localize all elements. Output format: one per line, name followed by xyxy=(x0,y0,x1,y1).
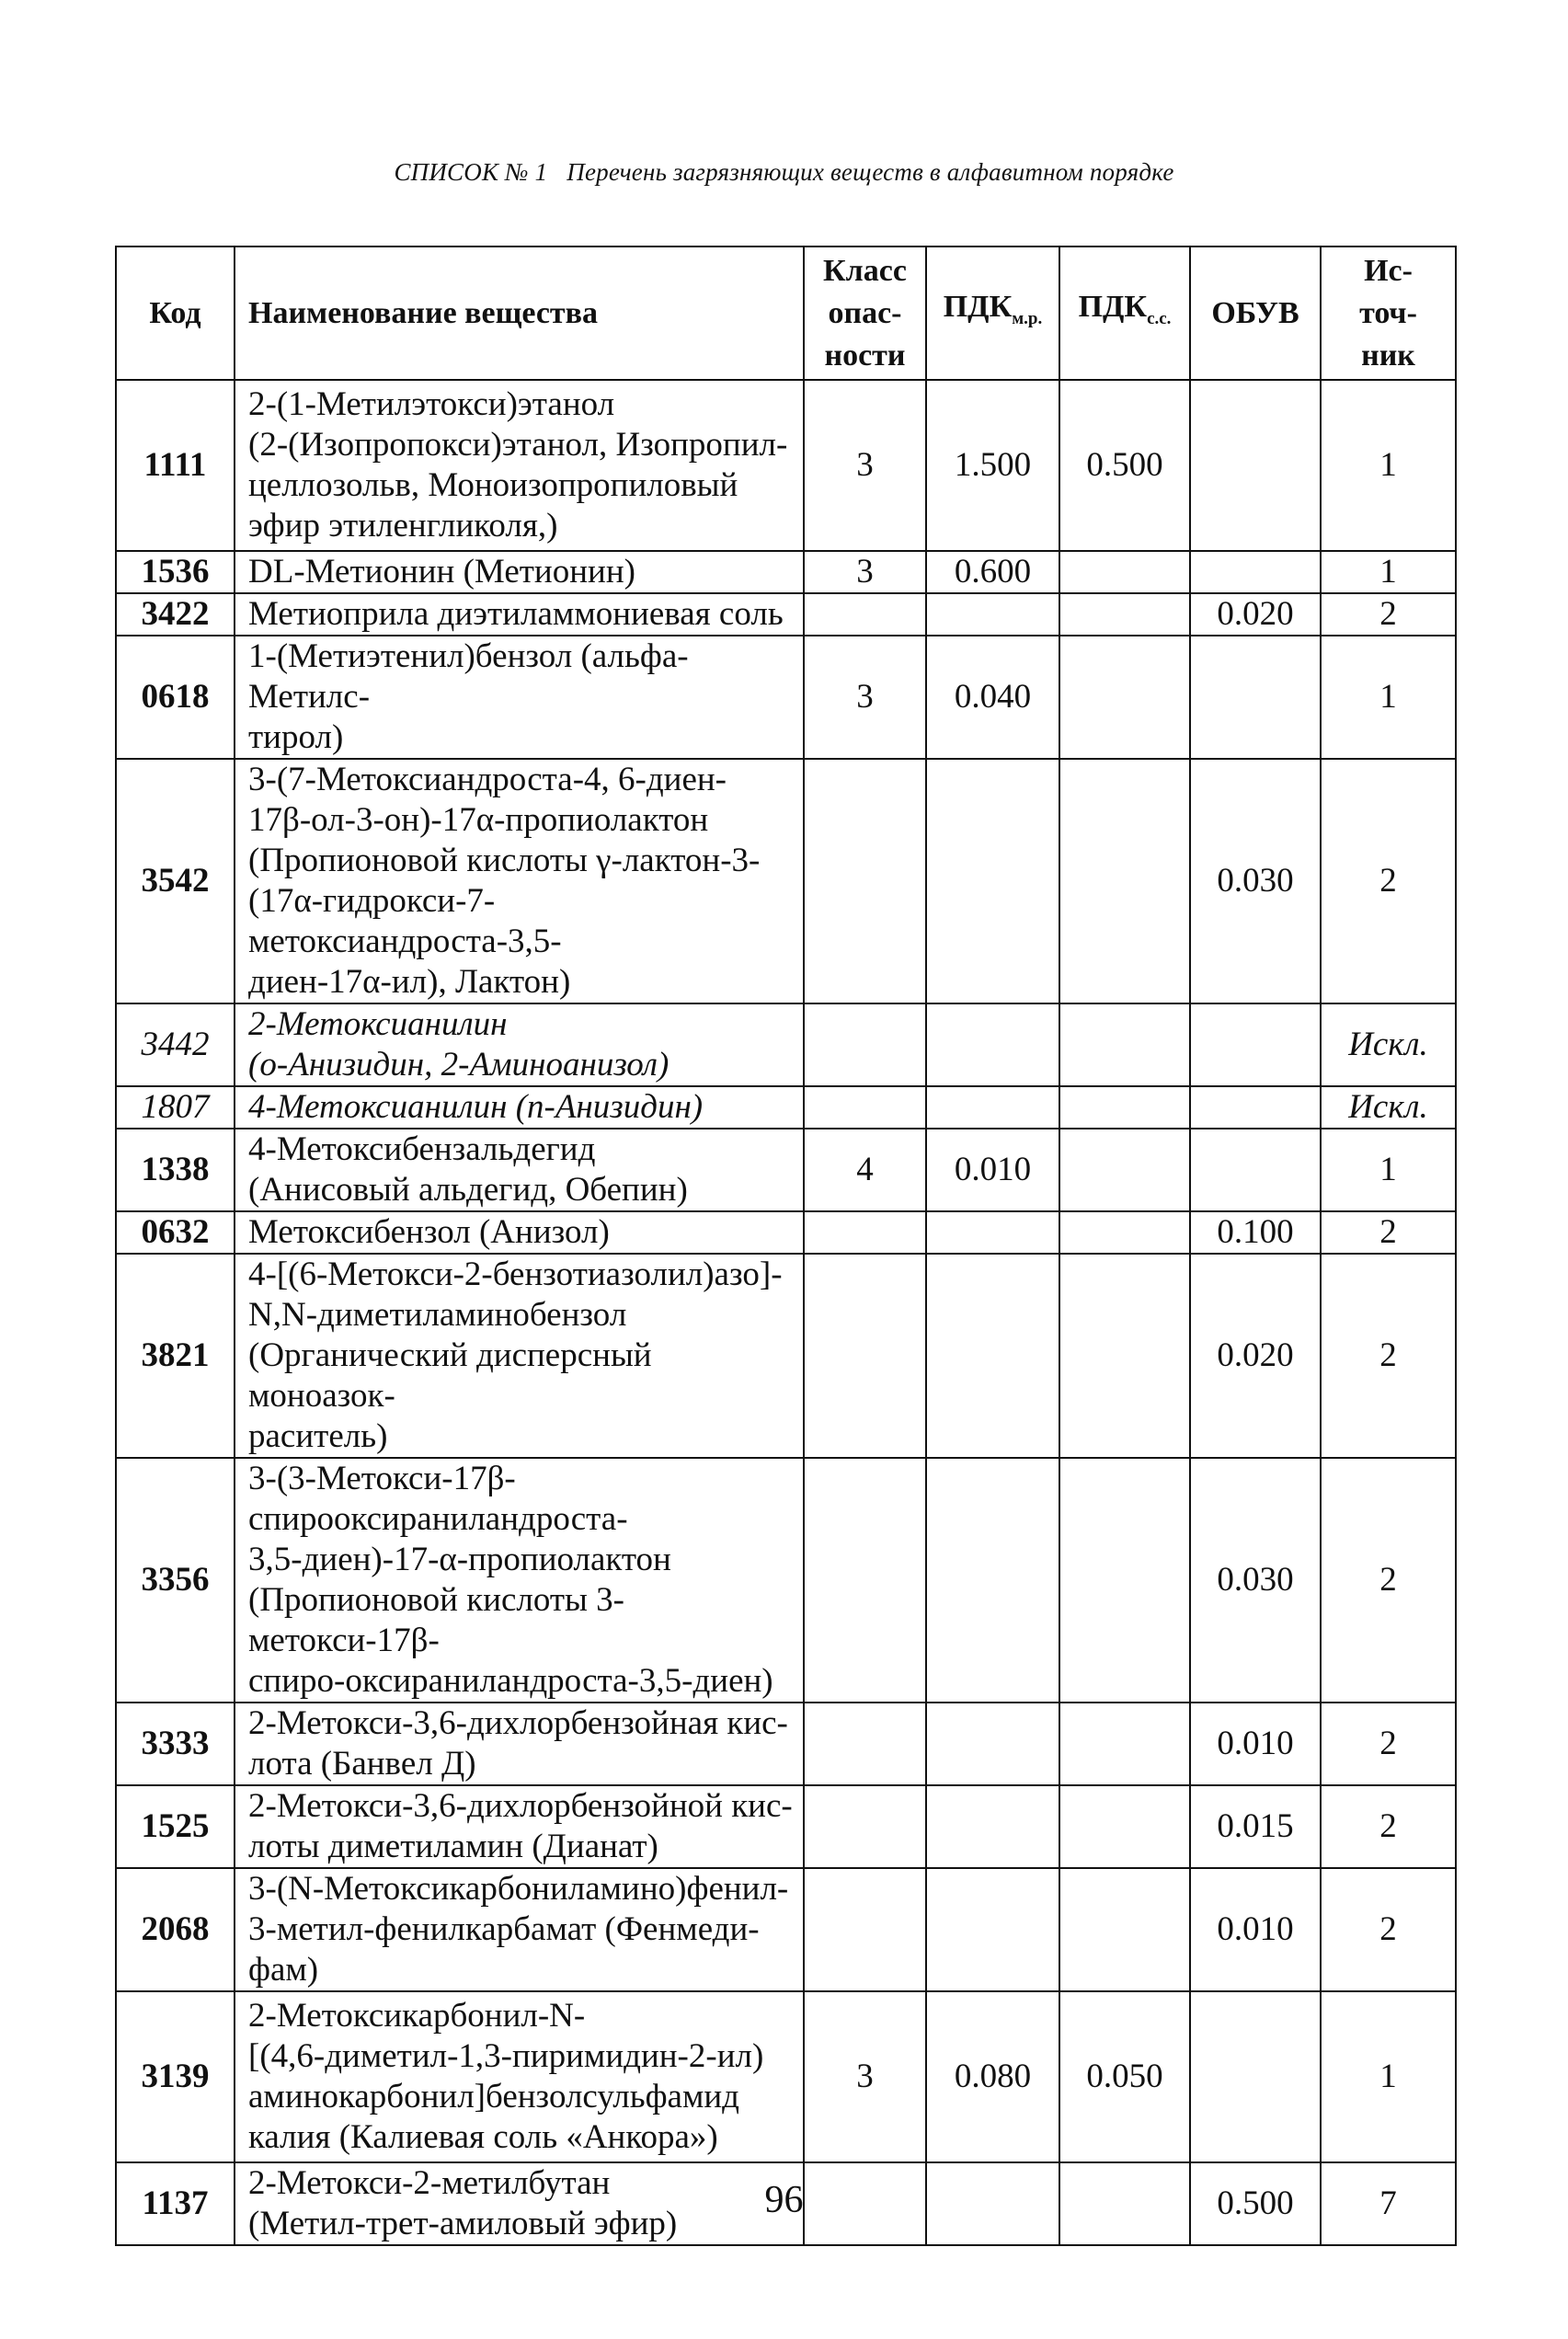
name-line: 17β-ол-3-он)-17α-пропиолактон xyxy=(248,801,709,839)
name-line: 4-Метоксибензальдегид xyxy=(248,1130,596,1168)
column-header-hazard-class xyxy=(804,247,926,380)
cell-obuv: 0.100 xyxy=(1190,1211,1321,1254)
cell-obuv: 0.020 xyxy=(1190,593,1321,636)
cell-source: 7 xyxy=(1321,2162,1456,2245)
cell-pdk-mr: 0.600 xyxy=(926,551,1059,593)
pdk-ss-subscript: с.с. xyxy=(1147,308,1172,328)
cell-source: Искл. xyxy=(1321,1003,1456,1086)
cell-source: 2 xyxy=(1321,1868,1456,1991)
name-line: [(4,6-диметил-1,3-пиримидин-2-ил) xyxy=(248,2037,764,2075)
name-line: (Органический дисперсный моноазок- xyxy=(248,1336,652,1415)
cell-name xyxy=(235,1211,804,1254)
source-header-line: ник xyxy=(1361,338,1415,373)
cell-name xyxy=(235,1991,804,2162)
cell-pdk-mr xyxy=(926,1868,1059,1991)
cell-code: 1525 xyxy=(116,1785,235,1868)
cell-pdk-ss xyxy=(1059,759,1190,1003)
cell-obuv xyxy=(1190,1086,1321,1129)
source-header-line: точ- xyxy=(1359,295,1417,330)
cell-source: 1 xyxy=(1321,1991,1456,2162)
name-line: 3-(3-Метокси-17β- xyxy=(248,1460,516,1497)
cell-code: 3821 xyxy=(116,1254,235,1458)
cell-obuv: 0.500 xyxy=(1190,2162,1321,2245)
name-line: 2-Метоксианилин xyxy=(248,1005,508,1043)
cell-hazard-class xyxy=(804,1785,926,1868)
cell-pdk-mr: 0.080 xyxy=(926,1991,1059,2162)
cell-code: 0618 xyxy=(116,636,235,759)
cell-code: 1807 xyxy=(116,1086,235,1129)
name-line: 2-Метокси-3,6-дихлорбензойной кис- xyxy=(248,1787,793,1825)
name-line: фам) xyxy=(248,1951,319,1989)
cell-obuv xyxy=(1190,551,1321,593)
cell-name xyxy=(235,1458,804,1703)
cell-pdk-ss: 0.500 xyxy=(1059,380,1190,551)
cell-obuv: 0.010 xyxy=(1190,1868,1321,1991)
cell-pdk-mr: 1.500 xyxy=(926,380,1059,551)
cell-name xyxy=(235,1785,804,1868)
pdk-ss-main: ПДК xyxy=(1078,290,1148,325)
table-row xyxy=(116,759,1456,1003)
cell-code: 3442 xyxy=(116,1003,235,1086)
name-line: 3-метил-фенилкарбамат (Фенмеди- xyxy=(248,1910,760,1948)
cell-name xyxy=(235,593,804,636)
table-row xyxy=(116,551,1456,593)
cell-pdk-mr xyxy=(926,1003,1059,1086)
name-line: 2-Метокси-3,6-дихлорбензойная кис- xyxy=(248,1704,788,1742)
name-line: (Пропионовой кислоты 3-метокси-17β- xyxy=(248,1581,624,1659)
cell-source: 2 xyxy=(1321,1703,1456,1785)
cell-obuv: 0.010 xyxy=(1190,1703,1321,1785)
hazard-class-line: Класс xyxy=(823,253,907,288)
cell-code: 3333 xyxy=(116,1703,235,1785)
cell-hazard-class xyxy=(804,1086,926,1129)
column-header-source xyxy=(1321,247,1456,380)
name-line: 3-(N-Метоксикарбониламино)фенил- xyxy=(248,1870,789,1908)
cell-pdk-mr: 0.010 xyxy=(926,1129,1059,1211)
name-line: Метоксибензол (Анизол) xyxy=(248,1213,610,1251)
cell-source: 1 xyxy=(1321,551,1456,593)
cell-obuv xyxy=(1190,1003,1321,1086)
cell-obuv: 0.030 xyxy=(1190,759,1321,1003)
cell-obuv xyxy=(1190,1991,1321,2162)
table-row xyxy=(116,1868,1456,1991)
cell-pdk-mr xyxy=(926,1254,1059,1458)
cell-hazard-class xyxy=(804,593,926,636)
name-line: Метиоприла диэтиламмониевая соль xyxy=(248,595,784,633)
pollutants-table xyxy=(115,246,1457,2246)
name-line: 2-(1-Метилэтокси)этанол xyxy=(248,385,615,423)
name-line: (2-(Изопропокси)этанол, Изопропил- xyxy=(248,426,788,464)
cell-pdk-ss xyxy=(1059,551,1190,593)
table-row xyxy=(116,1458,1456,1703)
column-header-pdk-mr xyxy=(926,247,1059,380)
name-line: эфир этиленгликоля,) xyxy=(248,507,558,545)
name-line: N,N-диметиламинобензол xyxy=(248,1296,627,1334)
pdk-mr-subscript: м.р. xyxy=(1012,308,1043,328)
cell-code: 1338 xyxy=(116,1129,235,1211)
cell-hazard-class xyxy=(804,1868,926,1991)
cell-hazard-class xyxy=(804,1458,926,1703)
cell-source: 1 xyxy=(1321,636,1456,759)
cell-name xyxy=(235,1086,804,1129)
cell-name xyxy=(235,1868,804,1991)
source-header-line: Ис- xyxy=(1364,253,1413,288)
cell-code: 3422 xyxy=(116,593,235,636)
cell-hazard-class xyxy=(804,1254,926,1458)
cell-pdk-mr xyxy=(926,1785,1059,1868)
name-line: (Метил-трет-амиловый эфир) xyxy=(248,2205,678,2242)
cell-pdk-ss xyxy=(1059,1785,1190,1868)
cell-name xyxy=(235,636,804,759)
name-line: диен-17α-ил), Лактон) xyxy=(248,963,571,1001)
cell-source: 1 xyxy=(1321,1129,1456,1211)
cell-pdk-ss xyxy=(1059,1703,1190,1785)
cell-name xyxy=(235,551,804,593)
cell-code: 3542 xyxy=(116,759,235,1003)
cell-code: 1111 xyxy=(116,380,235,551)
name-line: (о-Анизидин, 2-Аминоанизол) xyxy=(248,1046,670,1084)
cell-pdk-mr xyxy=(926,1086,1059,1129)
table-row xyxy=(116,636,1456,759)
table-row xyxy=(116,1703,1456,1785)
name-line: лоты диметиламин (Дианат) xyxy=(248,1828,658,1865)
cell-pdk-mr xyxy=(926,1211,1059,1254)
table-header-row xyxy=(116,247,1456,380)
cell-obuv xyxy=(1190,380,1321,551)
hazard-class-line: опас- xyxy=(828,295,902,330)
cell-code: 1536 xyxy=(116,551,235,593)
cell-obuv: 0.015 xyxy=(1190,1785,1321,1868)
cell-code: 2068 xyxy=(116,1868,235,1991)
cell-source: 2 xyxy=(1321,1458,1456,1703)
hazard-class-line: ности xyxy=(824,338,906,373)
cell-pdk-mr xyxy=(926,593,1059,636)
name-line: 3,5-диен)-17-α-пропиолактон xyxy=(248,1541,671,1578)
cell-obuv xyxy=(1190,636,1321,759)
table-row xyxy=(116,1991,1456,2162)
table-row xyxy=(116,1003,1456,1086)
cell-name xyxy=(235,380,804,551)
cell-name xyxy=(235,1703,804,1785)
cell-code: 3139 xyxy=(116,1991,235,2162)
table-row xyxy=(116,1254,1456,1458)
cell-hazard-class xyxy=(804,1003,926,1086)
name-line: спирооксиранилaндроста- xyxy=(248,1500,628,1538)
table-row xyxy=(116,1086,1456,1129)
table-row xyxy=(116,1129,1456,1211)
name-line: лота (Банвел Д) xyxy=(248,1745,476,1783)
cell-hazard-class: 3 xyxy=(804,1991,926,2162)
name-line: 1-(Метиэтенил)бензол (альфа-Метилс- xyxy=(248,637,689,716)
cell-pdk-ss xyxy=(1059,1003,1190,1086)
cell-name xyxy=(235,1003,804,1086)
pdk-mr-main: ПДК xyxy=(943,290,1013,325)
name-line: 2-Метоксикарбонил-N- xyxy=(248,1997,586,2035)
name-line: 4-Метоксианилин (п-Анизидин) xyxy=(248,1088,704,1126)
cell-source: 2 xyxy=(1321,1254,1456,1458)
column-header-code: Код xyxy=(116,247,235,380)
name-line: 3-(7-Метоксиандроста-4, 6-диен- xyxy=(248,761,727,798)
list-label: СПИСОК № 1 xyxy=(394,158,548,186)
cell-hazard-class xyxy=(804,1703,926,1785)
table-row xyxy=(116,1211,1456,1254)
cell-hazard-class: 3 xyxy=(804,551,926,593)
table-row xyxy=(116,380,1456,551)
page-heading xyxy=(0,158,1568,187)
cell-code: 0632 xyxy=(116,1211,235,1254)
name-line: калия (Калиевая соль «Анкора») xyxy=(248,2118,718,2156)
cell-name xyxy=(235,1254,804,1458)
table-row xyxy=(116,593,1456,636)
cell-obuv: 0.020 xyxy=(1190,1254,1321,1458)
cell-pdk-ss xyxy=(1059,593,1190,636)
cell-pdk-ss xyxy=(1059,1458,1190,1703)
cell-source: 1 xyxy=(1321,380,1456,551)
name-line: спиро-оксиранилaндроста-3,5-диен) xyxy=(248,1662,773,1700)
name-line: (17α-гидрокси-7-метоксиандроста-3,5- xyxy=(248,882,562,960)
cell-hazard-class: 3 xyxy=(804,380,926,551)
cell-hazard-class xyxy=(804,1211,926,1254)
name-line: 4-[(6-Метокси-2-бензотиазолил)азо]- xyxy=(248,1255,783,1293)
cell-code: 1137 xyxy=(116,2162,235,2245)
cell-source: 2 xyxy=(1321,1785,1456,1868)
cell-pdk-mr xyxy=(926,1458,1059,1703)
name-line: DL-Метионин (Метионин) xyxy=(248,553,635,590)
cell-hazard-class: 4 xyxy=(804,1129,926,1211)
name-line: (Пропионовой кислоты γ-лактон-3- xyxy=(248,842,761,879)
table-row xyxy=(116,1785,1456,1868)
cell-pdk-mr xyxy=(926,1703,1059,1785)
cell-hazard-class xyxy=(804,759,926,1003)
column-header-name: Наименование вещества xyxy=(235,247,804,380)
name-line: (Анисовый альдегид, Обепин) xyxy=(248,1171,688,1209)
column-header-obuv: ОБУВ xyxy=(1190,247,1321,380)
cell-source: 2 xyxy=(1321,759,1456,1003)
cell-obuv xyxy=(1190,1129,1321,1211)
cell-name xyxy=(235,1129,804,1211)
name-line: раситель) xyxy=(248,1417,388,1455)
cell-pdk-ss: 0.050 xyxy=(1059,1991,1190,2162)
cell-pdk-ss xyxy=(1059,1086,1190,1129)
cell-source: 2 xyxy=(1321,1211,1456,1254)
name-line: целлозольв, Моноизопропиловый xyxy=(248,466,738,504)
cell-pdk-mr: 0.040 xyxy=(926,636,1059,759)
cell-name xyxy=(235,759,804,1003)
cell-source: Искл. xyxy=(1321,1086,1456,1129)
cell-pdk-ss xyxy=(1059,1211,1190,1254)
cell-code: 3356 xyxy=(116,1458,235,1703)
cell-pdk-ss xyxy=(1059,1254,1190,1458)
cell-pdk-ss xyxy=(1059,1868,1190,1991)
cell-pdk-ss xyxy=(1059,636,1190,759)
cell-pdk-ss xyxy=(1059,1129,1190,1211)
list-title: Перечень загрязняющих веществ в алфавитном порядке xyxy=(567,158,1174,186)
cell-source: 2 xyxy=(1321,593,1456,636)
cell-pdk-mr xyxy=(926,759,1059,1003)
column-header-pdk-ss xyxy=(1059,247,1190,380)
name-line: 2-Метокси-2-метилбутан xyxy=(248,2164,611,2202)
page-number: 96 xyxy=(764,2179,804,2221)
table-body xyxy=(116,380,1456,2245)
name-line: аминокарбонил]бензолсульфамид xyxy=(248,2078,740,2115)
cell-obuv: 0.030 xyxy=(1190,1458,1321,1703)
name-line: тирол) xyxy=(248,718,344,756)
cell-hazard-class: 3 xyxy=(804,636,926,759)
